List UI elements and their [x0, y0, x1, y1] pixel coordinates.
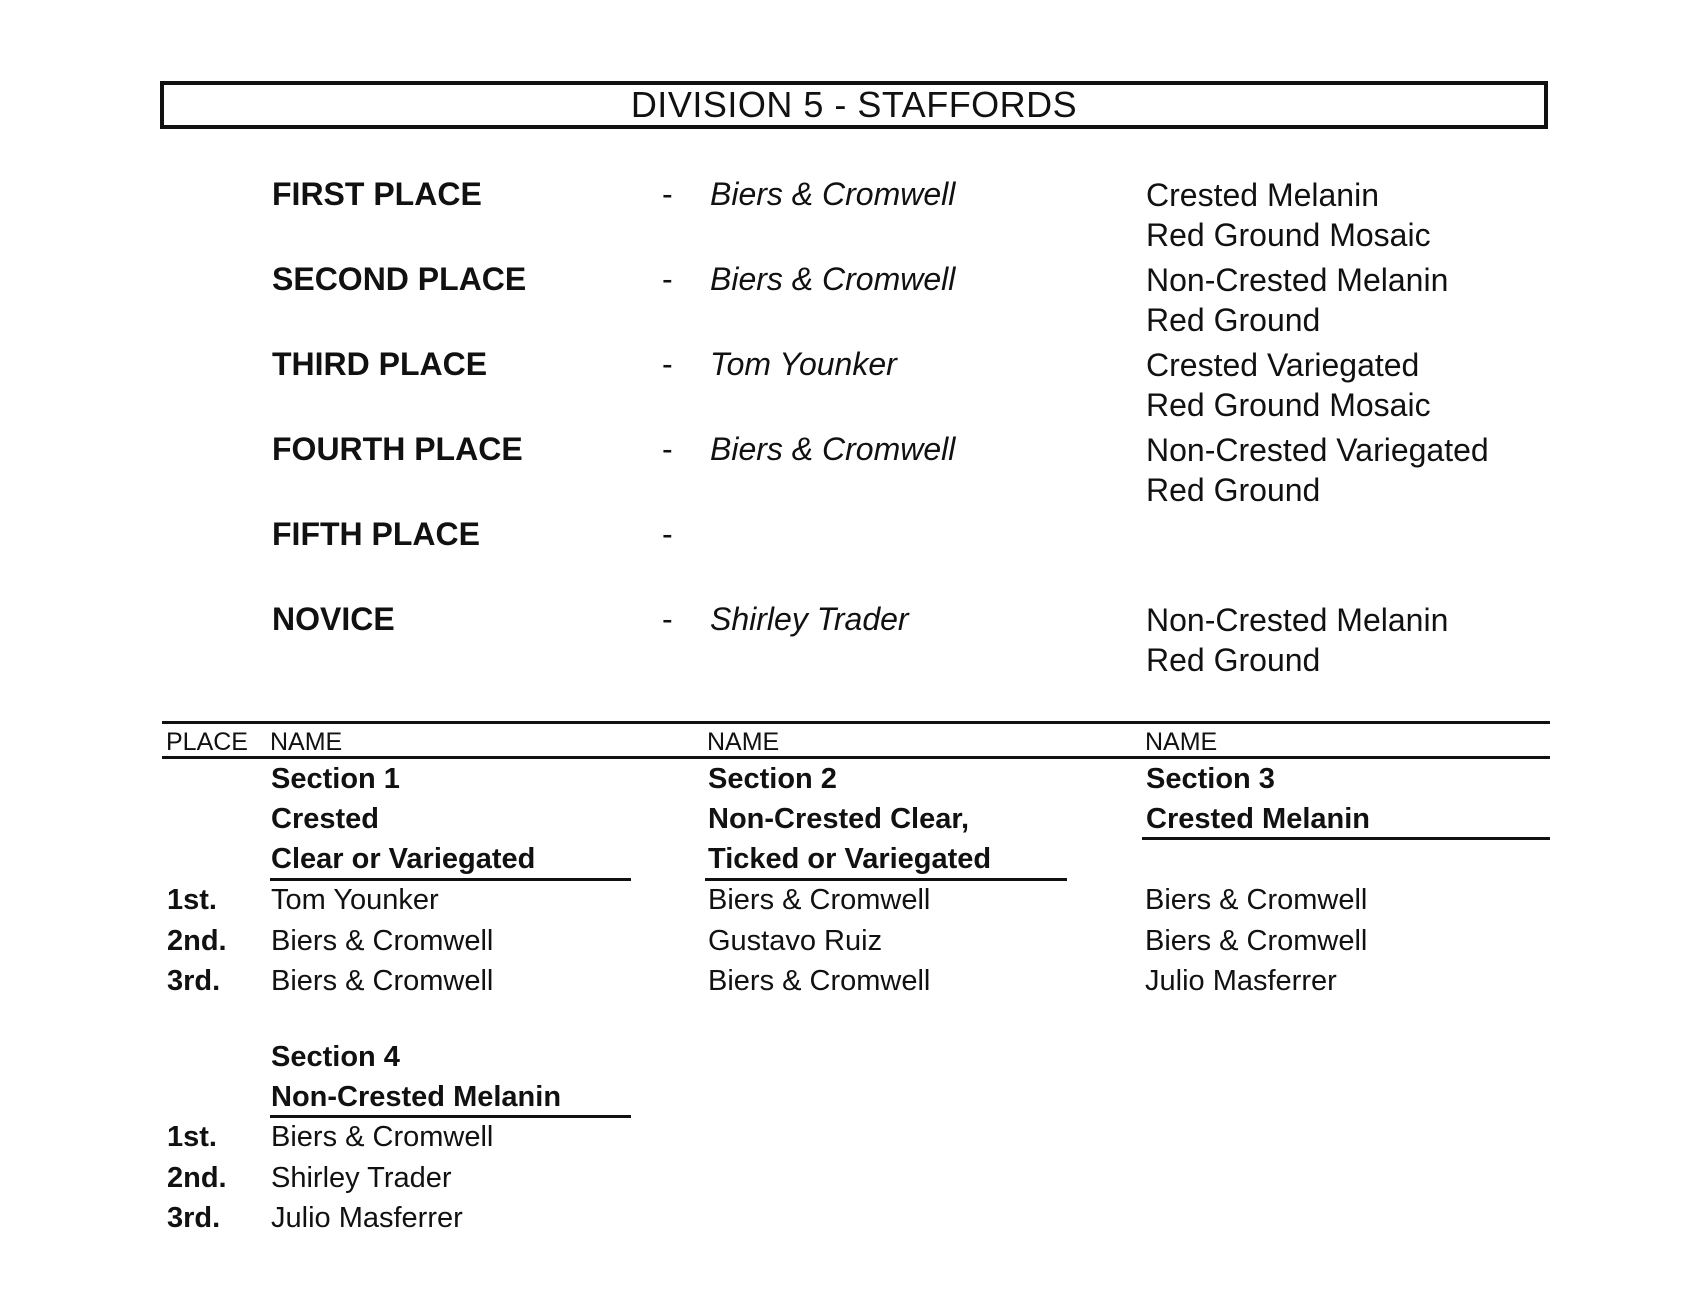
- award-desc-line: Non-Crested Melanin: [1146, 262, 1449, 298]
- place-label: 1st.: [167, 1121, 217, 1153]
- award-row-third: [0, 346, 1700, 436]
- result-cell: Biers & Cromwell: [708, 965, 931, 997]
- award-row-fifth: [0, 516, 1700, 606]
- award-description: [1146, 346, 1431, 426]
- award-label: SECOND PLACE: [272, 261, 527, 297]
- section-heading-line: Section 1: [271, 763, 400, 795]
- award-label: FIRST PLACE: [272, 176, 482, 212]
- award-desc-line: Red Ground: [1146, 302, 1321, 338]
- result-cell: Biers & Cromwell: [271, 925, 494, 957]
- result-cell: Julio Masferrer: [1145, 965, 1337, 997]
- column-header-name: NAME: [1145, 728, 1218, 756]
- award-description: [1146, 601, 1448, 681]
- section-2-underline: [705, 878, 1067, 881]
- award-winner: Shirley Trader: [710, 601, 909, 637]
- result-cell: Biers & Cromwell: [271, 965, 494, 997]
- award-desc-line: Crested Variegated: [1146, 347, 1420, 383]
- section-heading-line: Section 2: [708, 763, 837, 795]
- place-label: 2nd.: [167, 1162, 227, 1194]
- section-2-heading: [708, 759, 991, 879]
- award-row-second: [0, 261, 1700, 351]
- award-desc-line: Crested Melanin: [1146, 177, 1379, 213]
- section-heading-line: Non-Crested Melanin: [271, 1081, 562, 1113]
- result-cell: Biers & Cromwell: [1145, 925, 1368, 957]
- award-winner: Biers & Cromwell: [710, 431, 956, 467]
- award-desc-line: Red Ground: [1146, 642, 1321, 678]
- result-cell: Tom Younker: [271, 884, 439, 916]
- award-label: FOURTH PLACE: [272, 431, 523, 467]
- award-description: [1146, 431, 1489, 511]
- award-description: [1146, 261, 1448, 341]
- award-winner: Tom Younker: [710, 346, 897, 382]
- award-winner: Biers & Cromwell: [710, 176, 956, 212]
- result-cell: Biers & Cromwell: [708, 884, 931, 916]
- award-dash: -: [662, 516, 673, 552]
- place-label: 3rd.: [167, 965, 221, 997]
- table-top-rule: [162, 721, 1550, 724]
- section-heading-line: Section 4: [271, 1041, 400, 1073]
- section-heading-line: Crested: [271, 803, 379, 835]
- award-dash: -: [662, 601, 673, 637]
- award-desc-line: Red Ground Mosaic: [1146, 217, 1431, 253]
- result-cell: Gustavo Ruiz: [708, 925, 883, 957]
- award-row-novice: [0, 601, 1700, 691]
- column-header-name: NAME: [270, 728, 343, 756]
- page-title: DIVISION 5 - STAFFORDS: [160, 81, 1548, 129]
- award-desc-line: Red Ground: [1146, 472, 1321, 508]
- result-cell: Biers & Cromwell: [1145, 884, 1368, 916]
- section-heading-line: Crested Melanin: [1146, 803, 1370, 835]
- award-label: THIRD PLACE: [272, 346, 488, 382]
- section-3-heading: [1146, 759, 1370, 839]
- award-label: FIFTH PLACE: [272, 516, 480, 552]
- section-heading-line: Clear or Variegated: [271, 843, 536, 875]
- section-heading-line: Section 3: [1146, 763, 1275, 795]
- award-winner: Biers & Cromwell: [710, 261, 956, 297]
- column-header-name: NAME: [707, 728, 780, 756]
- award-row-first: [0, 176, 1700, 266]
- award-desc-line: Non-Crested Melanin: [1146, 602, 1449, 638]
- column-header-place: PLACE: [166, 728, 248, 756]
- section-4-heading: [271, 1037, 561, 1117]
- section-1-heading: [271, 759, 535, 879]
- section-4-underline: [270, 1115, 631, 1118]
- section-heading-line: Non-Crested Clear,: [708, 803, 970, 835]
- award-desc-line: Non-Crested Variegated: [1146, 432, 1489, 468]
- award-dash: -: [662, 431, 673, 467]
- award-desc-line: Red Ground Mosaic: [1146, 387, 1431, 423]
- award-dash: -: [662, 346, 673, 382]
- place-label: 2nd.: [167, 925, 227, 957]
- place-label: 1st.: [167, 884, 217, 916]
- award-label: NOVICE: [272, 601, 395, 637]
- place-label: 3rd.: [167, 1202, 221, 1234]
- section-1-underline: [270, 878, 631, 881]
- result-cell: Shirley Trader: [271, 1162, 452, 1194]
- section-heading-line: Ticked or Variegated: [708, 843, 992, 875]
- result-cell: Julio Masferrer: [271, 1202, 463, 1234]
- award-description: [1146, 176, 1431, 256]
- result-cell: Biers & Cromwell: [271, 1121, 494, 1153]
- section-3-underline: [1142, 837, 1550, 840]
- award-dash: -: [662, 176, 673, 212]
- award-row-fourth: [0, 431, 1700, 521]
- award-dash: -: [662, 261, 673, 297]
